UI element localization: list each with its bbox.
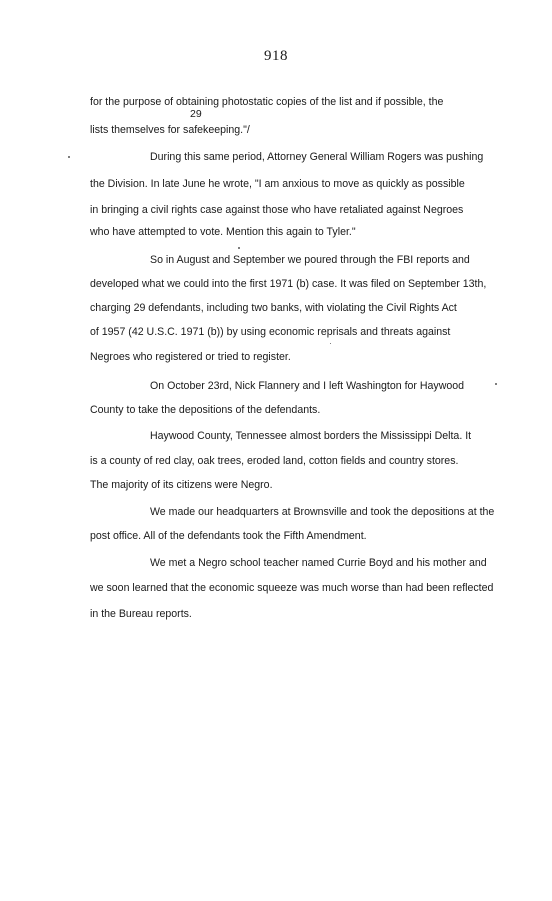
footnote-marker: 29 [190, 108, 202, 120]
paragraph-start-line: During this same period, Attorney General William Rogers was pushing [150, 151, 484, 163]
text-line: in bringing a civil rights case against those who have retaliated against Negroes [90, 204, 464, 216]
paragraph-start-line: So in August and September we poured through the FBI reports and [150, 254, 470, 266]
text-line: is a county of red clay, oak trees, eroded land, cotton fields and country stores. [90, 455, 459, 467]
scan-speck [238, 247, 240, 249]
text-line: in the Bureau reports. [90, 608, 192, 620]
text-line: the Division. In late June he wrote, "I am anxious to move as quickly as possible [90, 178, 465, 190]
text-line: developed what we could into the first 1971 (b) case. It was filed on September 13th, [90, 278, 487, 290]
paragraph-start-line: On October 23rd, Nick Flannery and I left Washington for Haywood [150, 380, 465, 392]
text-line: County to take the depositions of the defendants. [90, 404, 321, 416]
text-line: post office. All of the defendants took the Fifth Amendment. [90, 530, 367, 542]
scan-speck [495, 383, 497, 385]
text-line: who have attempted to vote. Mention this again to Tyler." [90, 226, 356, 238]
text-line: lists themselves for safekeeping."/ [90, 124, 250, 136]
paragraph-start-line: We met a Negro school teacher named Currie Boyd and his mother and [150, 557, 487, 569]
page-number: 918 [264, 48, 288, 64]
paragraph-start-line: We made our headquarters at Brownsville and took the depositions at the [150, 506, 495, 518]
paragraph-start-line: Haywood County, Tennessee almost borders the Mississippi Delta. It [150, 430, 472, 442]
scan-speck [330, 343, 331, 344]
scan-speck [68, 156, 70, 158]
text-line: charging 29 defendants, including two banks, with violating the Civil Rights Act [90, 302, 457, 314]
text-line: Negroes who registered or tried to register. [90, 351, 291, 363]
text-line: The majority of its citizens were Negro. [90, 479, 273, 491]
text-line: for the purpose of obtaining photostatic copies of the list and if possible, the [90, 96, 444, 108]
text-line: of 1957 (42 U.S.C. 1971 (b)) by using economic reprisals and threats against [90, 326, 451, 338]
text-line: we soon learned that the economic squeeze was much worse than had been reflected [90, 582, 494, 594]
